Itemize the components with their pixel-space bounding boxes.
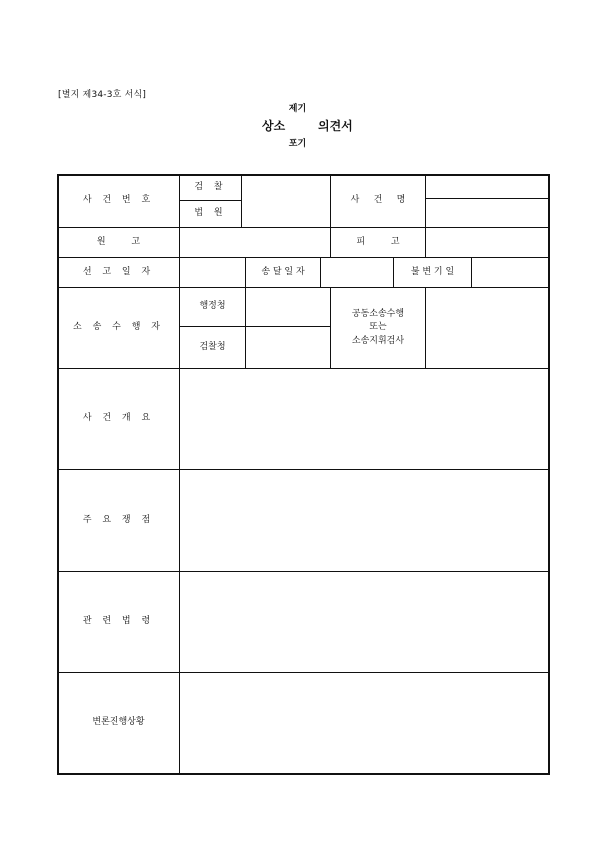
court-label: 법 원: [194, 208, 227, 219]
case-name-field-1[interactable]: [426, 175, 548, 198]
pleading-status-label: 변론진행상황: [92, 717, 145, 728]
litigant-label: 소 송 수 행 자: [73, 322, 164, 333]
prosecutor-office-label: 검찰청: [199, 341, 226, 352]
unchangeable-date-label: 불 변 기 일: [410, 266, 455, 277]
defendant-label: 피 고: [356, 236, 400, 247]
title-option-file: 제기: [288, 104, 307, 114]
related-laws-label: 관 련 법 령: [82, 616, 155, 627]
prosecution-label: 검 찰: [194, 181, 227, 192]
joint-litigant-field[interactable]: [426, 288, 548, 368]
prosecution-case-number-field[interactable]: [242, 175, 330, 200]
joint-label-line-3: 소송지휘검사: [351, 335, 405, 346]
case-summary-field[interactable]: [180, 369, 548, 469]
case-name-label: 사 건 명: [350, 195, 406, 206]
title-option-waive: 포기: [288, 139, 307, 149]
joint-label-line-2: 또는: [369, 322, 387, 333]
service-date-field[interactable]: [321, 258, 393, 287]
plaintiff-label: 원 고: [96, 236, 141, 247]
admin-agency-label: 행정청: [199, 301, 226, 312]
main-issues-label: 주 요 쟁 점: [82, 514, 155, 525]
joint-label-line-1: 공동소송수행: [351, 308, 405, 319]
service-date-label: 송 달 일 자: [261, 266, 305, 277]
pleading-status-field[interactable]: [180, 673, 548, 773]
form-number-tag: [별지 제34-3호 서식]: [58, 90, 147, 100]
unchangeable-date-field[interactable]: [472, 258, 548, 287]
title-opinion: 의견서: [318, 119, 353, 133]
plaintiff-field[interactable]: [180, 228, 330, 257]
sentence-date-field[interactable]: [180, 258, 245, 287]
admin-agency-field[interactable]: [246, 288, 330, 326]
sentence-date-label: 선 고 일 자: [82, 266, 155, 277]
court-case-number-field[interactable]: [242, 201, 330, 227]
defendant-field[interactable]: [426, 228, 548, 257]
related-laws-field[interactable]: [180, 572, 548, 672]
main-issues-field[interactable]: [180, 470, 548, 571]
case-name-field-2[interactable]: [426, 199, 548, 227]
case-summary-label: 사 건 개 요: [82, 413, 155, 424]
prosecutor-office-field[interactable]: [246, 327, 330, 368]
joint-litigant-label: [331, 288, 425, 368]
title-appeal: 상소: [262, 119, 286, 133]
case-number-label: 사 건 번 호: [82, 195, 155, 206]
